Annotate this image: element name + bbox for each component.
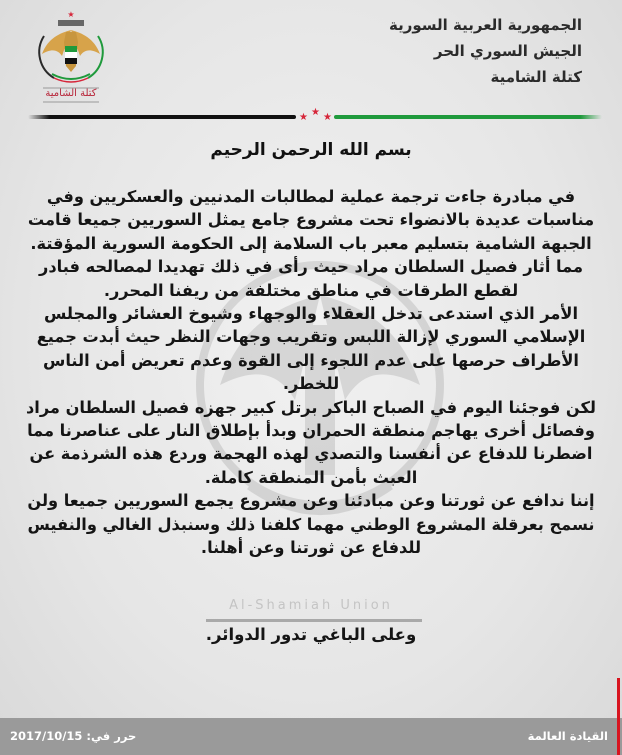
statement-body (20, 185, 602, 560)
flag-divider (28, 107, 602, 123)
paragraph: إننا ندافع عن ثورتنا وعن مبادئنا وعن مشروع يجمع السوريين جميعا ولن نسمح بعرقلة المشروع الوطني مهما كلفنا ذلك وسنبذل الغالي والنفيس للدفاع عن ثورتنا وعن أهلنا. (27, 491, 595, 558)
header-faction: كتلة الشامية (490, 68, 582, 86)
star-icon: ★ (323, 112, 332, 123)
red-accent-stripe (617, 678, 620, 755)
paragraph: لكن فوجئنا اليوم في الصباح الباكر برتل كبير جهزه فصيل السلطان مراد وفصائل أخرى يهاجم منطقة الحمران وبدأ بإطلاق النار على عناصرنا مما اضطرنا للدفاع عن أنفسنا والتصدي لهذه الهجمة وردع هذه الشرذمة عن العبث بأمن المنطقة كاملة. (26, 397, 596, 487)
divider-black-line (28, 115, 296, 119)
star-icon: ★ (311, 107, 320, 118)
header-country: الجمهورية العربية السورية (389, 16, 582, 34)
paragraph: مما أثار فصيل السلطان مراد حيث رأى في ذلك تهديدا لمصالحه فبادر لقطع الطرقات في مناطق مختلفة من ريفنا المحرر. (39, 257, 583, 300)
svg-text:★: ★ (67, 10, 75, 19)
footer-date: حرر في: 2017/10/15 (10, 729, 137, 743)
shamiah-logo (30, 8, 112, 104)
paragraph: الأمر الذي استدعى تدخل العقلاء والوجهاء وشيوخ العشائر والمجلس الإسلامي السوري لإزالة اللبس وتقريب وجهات النظر حيث أبدت جميع الأطراف حرصها على عدم اللجوء إلى القوة وعدم تعريض أمن الناس للخطر. (36, 304, 586, 394)
star-icon: ★ (299, 112, 308, 123)
three-stars (298, 103, 334, 123)
logo-text: كتلة الشامية (45, 88, 97, 99)
header-block (389, 12, 582, 90)
header-army: الجيش السوري الحر (433, 42, 582, 60)
footer-signature: القيادة العالمة (527, 729, 608, 743)
separator-line (206, 619, 422, 622)
closing-line: وعلى الباغي تدور الدوائر. (205, 625, 417, 644)
basmala: بسم الله الرحمن الرحيم (210, 140, 412, 160)
union-watermark-text: Al-Shamiah Union (229, 598, 393, 613)
paragraph: في مبادرة جاءت ترجمة عملية لمطالبات المدنيين والعسكريين وفي مناسبات عديدة بالانضواء تحت مشروع جامع يمثل السوريين جميعا قامت الجبهة الشامية بتسليم معبر باب السلامة إلى الحكومة السورية المؤقتة. (27, 187, 595, 253)
footer-bar (0, 718, 622, 755)
divider-green-line (334, 115, 602, 119)
